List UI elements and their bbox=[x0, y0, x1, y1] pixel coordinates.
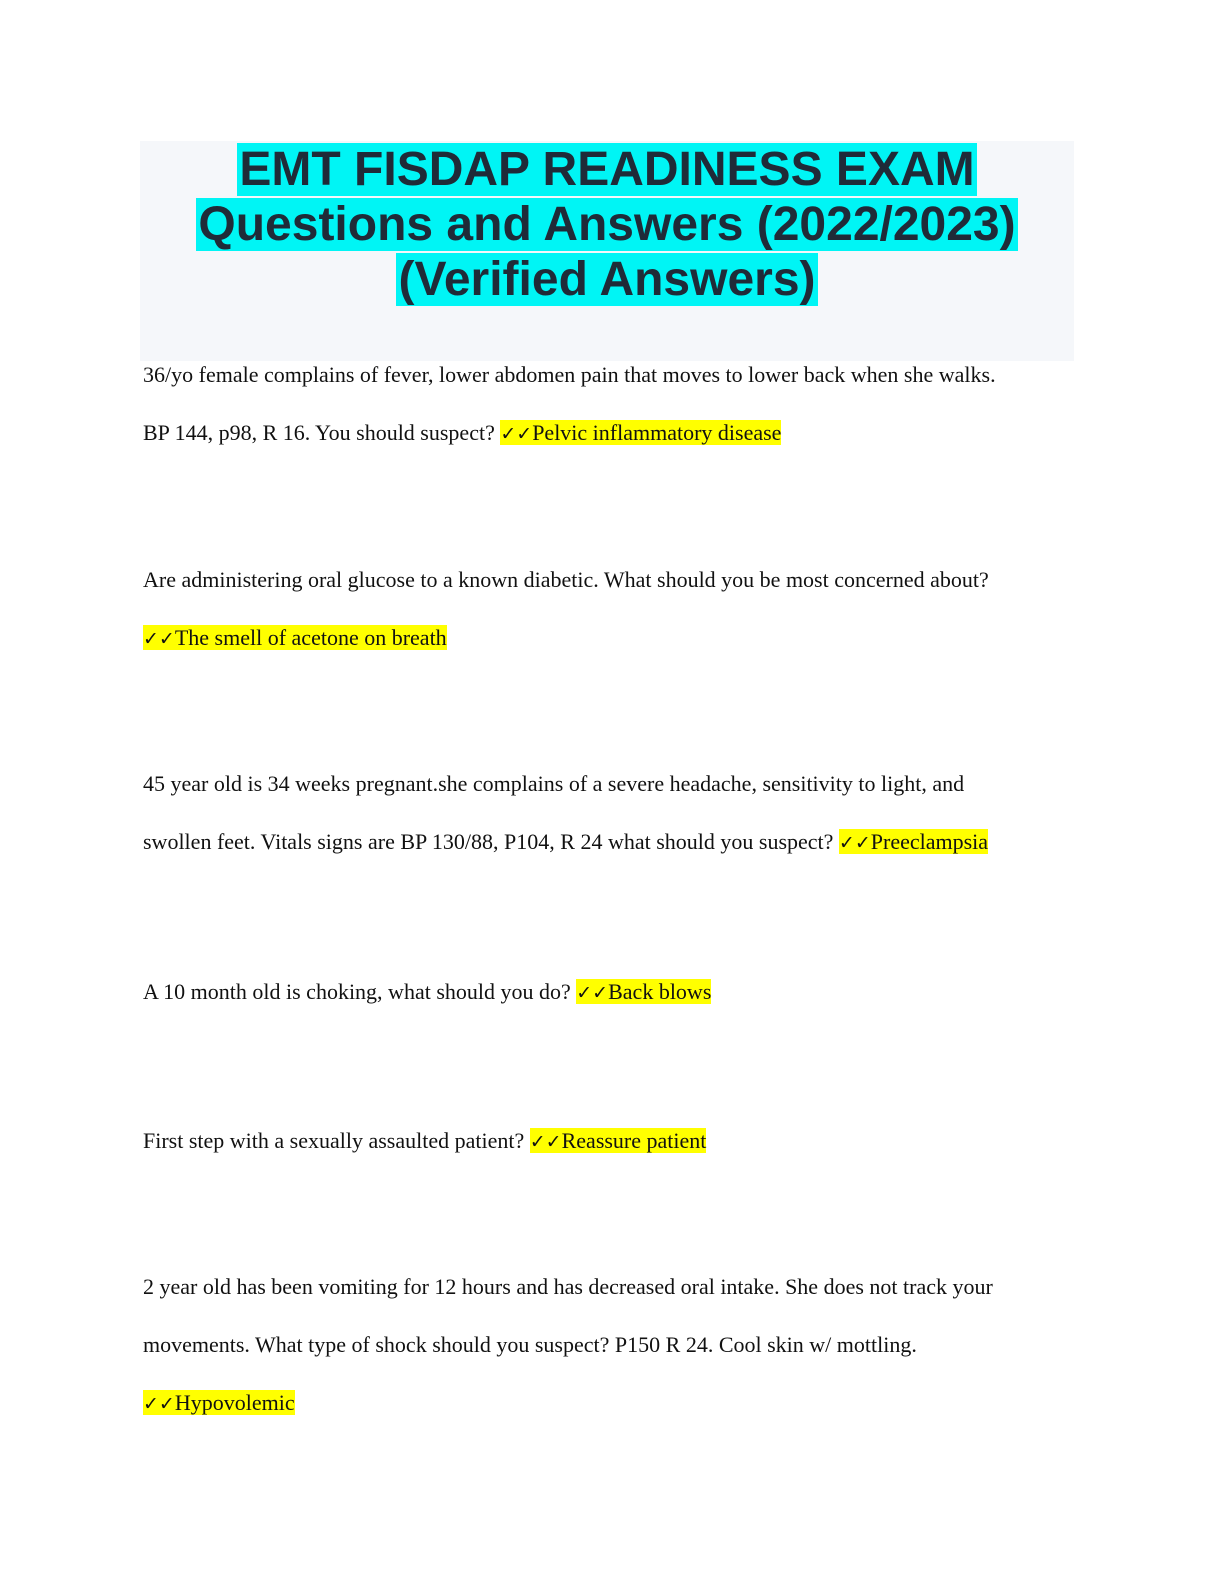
title-line-1: EMT FISDAP READINESS EXAM bbox=[239, 143, 975, 196]
answer-text: Hypovolemic bbox=[174, 1390, 295, 1415]
answer-highlight bbox=[839, 829, 988, 854]
answer-highlight bbox=[143, 1390, 295, 1415]
double-check-icon: ✓✓ bbox=[143, 628, 175, 650]
answer-highlight bbox=[576, 979, 711, 1004]
answer-highlight bbox=[530, 1128, 707, 1153]
question-text: A 10 month old is choking, what should you do? bbox=[143, 979, 577, 1004]
question-4 bbox=[143, 963, 1083, 1022]
document-title bbox=[140, 141, 1074, 307]
double-check-icon: ✓✓ bbox=[529, 1131, 562, 1153]
question-text: Are administering oral glucose to a known diabetic. What should you be most concerned about? bbox=[143, 567, 989, 592]
double-check-icon: ✓✓ bbox=[143, 1393, 175, 1415]
question-6 bbox=[143, 1258, 1083, 1433]
question-text: BP 144, p98, R 16. You should suspect? bbox=[143, 420, 501, 445]
double-check-icon: ✓✓ bbox=[838, 832, 871, 854]
question-1 bbox=[143, 346, 1083, 463]
question-text: swollen feet. Vitals signs are BP 130/88, P104, R 24 what should you suspect? bbox=[143, 829, 839, 854]
question-text: 2 year old has been vomiting for 12 hours and has decreased oral intake. She does not track your bbox=[143, 1274, 993, 1299]
question-text: First step with a sexually assaulted patient? bbox=[143, 1128, 530, 1153]
title-line-2: Questions and Answers (2022/2023) bbox=[198, 198, 1016, 251]
question-3 bbox=[143, 755, 1083, 872]
question-2 bbox=[143, 551, 1083, 668]
double-check-icon: ✓✓ bbox=[576, 982, 609, 1004]
answer-text: Preeclampsia bbox=[870, 829, 989, 854]
answer-highlight bbox=[143, 625, 447, 650]
answer-text: Pelvic inflammatory disease bbox=[532, 420, 782, 445]
answer-text: Reassure patient bbox=[561, 1128, 707, 1153]
question-5 bbox=[143, 1112, 1083, 1171]
answer-highlight bbox=[500, 420, 781, 445]
title-banner bbox=[140, 141, 1074, 361]
answer-text: The smell of acetone on breath bbox=[174, 625, 447, 650]
question-text: 45 year old is 34 weeks pregnant.she complains of a severe headache, sensitivity to light, and bbox=[143, 771, 965, 796]
title-line-3: (Verified Answers) bbox=[398, 253, 816, 306]
answer-text: Back blows bbox=[608, 979, 712, 1004]
question-text: movements. What type of shock should you suspect? P150 R 24. Cool skin w/ mottling. bbox=[143, 1332, 917, 1357]
double-check-icon: ✓✓ bbox=[500, 423, 533, 445]
question-text: 36/yo female complains of fever, lower abdomen pain that moves to lower back when she walks. bbox=[143, 362, 996, 387]
